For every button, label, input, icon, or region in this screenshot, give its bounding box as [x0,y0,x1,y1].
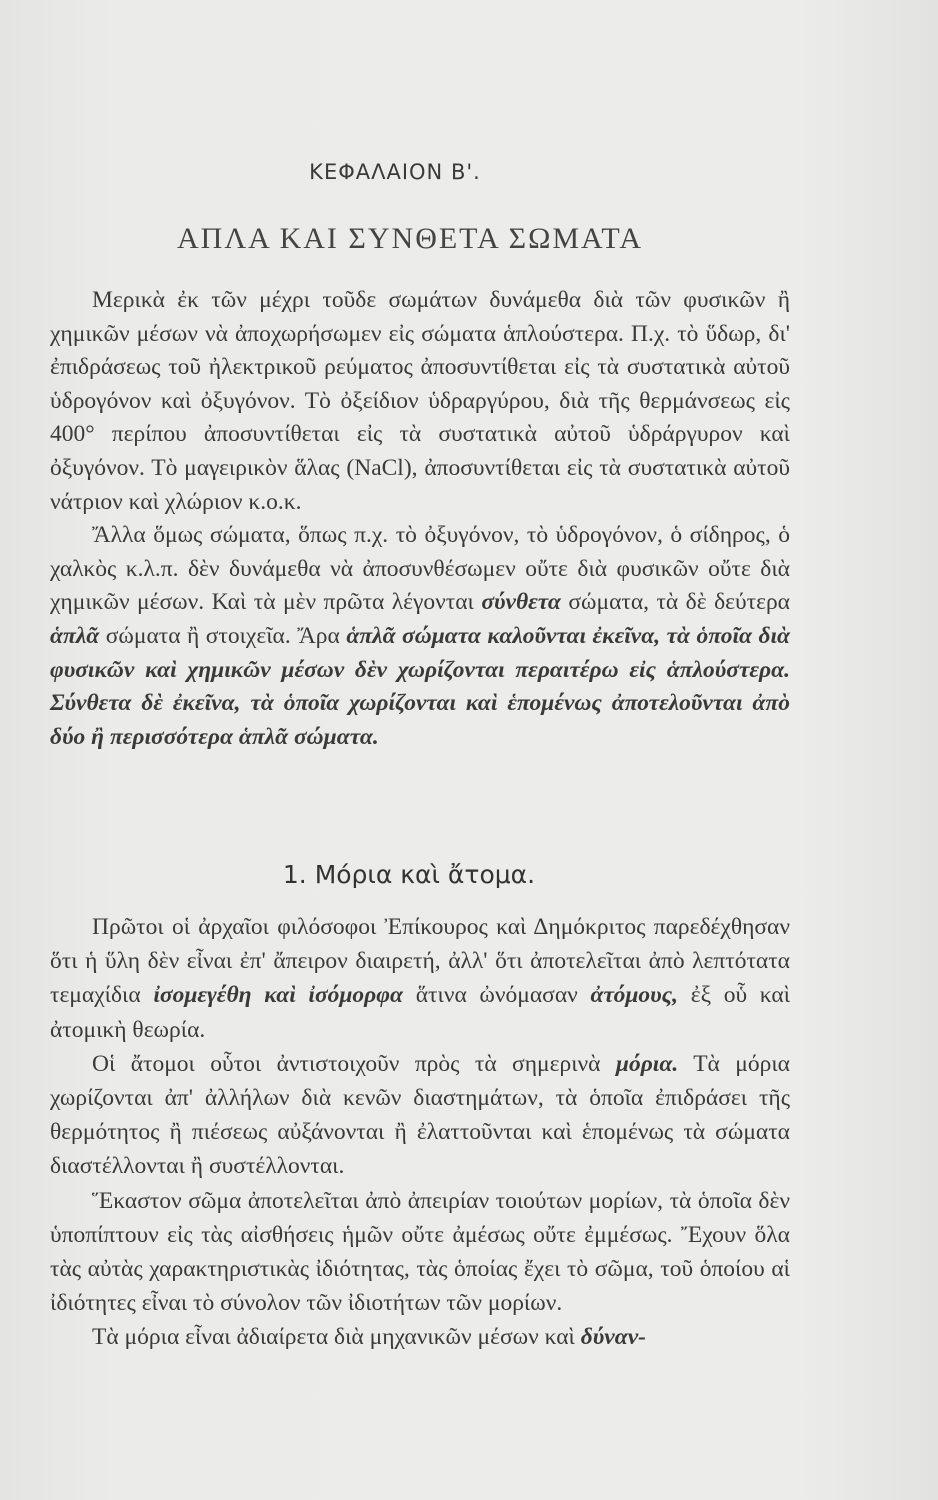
chapter-title: ΑΠΛΑ ΚΑΙ ΣΥΝΘΕΤΑ ΣΩΜΑΤΑ [176,222,643,255]
emphasis: ἰσομεγέθη καὶ ἰσόμορφα [153,982,404,1009]
paragraph-2 [50,519,790,754]
paragraph-3 [50,910,790,1047]
emphasis: δύναν- [580,1324,646,1351]
text-span: Ἄλλα ὅμως σώματα, ὅπως π.χ. τὸ ὀξυγόνον, τὸ ὑδρογόνον, ὁ σίδηρος, ὁ χαλκὸς κ.λ.π. δὲν δυνάμεθα νὰ ἀποσυνθέσωμεν οὔτε διὰ φυσικῶν οὔτε διὰ χημικῶν μέσων. Καὶ τὰ μὲν πρῶτα λέγονται [50,522,790,616]
text-span: Πρῶτοι οἱ ἀρχαῖοι φιλόσοφοι Ἐπίκουρος καὶ Δημόκριτος παρεδέχθησαν ὅτι ἡ ὕλη δὲν εἶναι ἐπ' ἄπειρον διαιρετή, ἀλλ' ὅτι ἀποτελεῖται ἀπὸ λεπτότατα τεμαχίδια [50,914,790,1009]
emphasis: ἀτόμους, [590,982,679,1009]
body-text-bottom [50,910,790,1355]
text-span: σώματα ἢ στοιχεῖα. Ἄρα [105,622,340,649]
section-heading: 1. Μόρια καὶ ἄτομα. [282,860,536,889]
paragraph-6 [50,1320,790,1354]
emphasis: σύνθετα [481,589,561,616]
body-text-top [50,284,790,754]
paragraph-1: Μερικὰ ἐκ τῶν μέχρι τοῦδε σωμάτων δυνάμεθα διὰ τῶν φυσικῶν ἢ χημικῶν μέσων νὰ ἀποχωρήσωμεν εἰς σώματα ἁπλούστερα. Π.χ. τὸ ὕδωρ, δι' ἐπιδράσεως τοῦ ἠλεκτρικοῦ ρεύματος ἀποσυντίθεται εἰς τὰ συστατικὰ αὐτοῦ ὑδρογόνον καὶ ὀξυγόνον. Τὸ ὀξείδιον ὑδραργύρου, διὰ τῆς θερμάνσεως εἰς 400° περίπου ἀποσυντίθεται εἰς τὰ συστατικὰ αὐτοῦ ὑδράργυρον καὶ ὀξυγόνον. Τὸ μαγειρικὸν ἅλας (NaCl), ἀποσυντίθεται εἰς τὰ συστατικὰ αὐτοῦ νάτριον καὶ χλώριον κ.ο.κ. [50,287,790,515]
text-span: Οἱ ἄτομοι οὗτοι ἀντιστοιχοῦν πρὸς τὰ σημερινὰ [92,1050,601,1077]
definition-emphasis: ἁπλᾶ σώματα καλοῦνται ἐκεῖνα, τὰ ὁποῖα διὰ φυσικῶν καὶ χημικῶν μέσων δὲν χωρίζονται περαιτέρω εἰς ἁπλούστερα. Σύνθετα δὲ ἐκεῖνα, τὰ ὁποῖα χωρίζονται καὶ ἑπομένως ἀποτελοῦνται ἀπὸ δύο ἢ περισσότερα ἁπλᾶ σώματα. [50,622,791,750]
text-span: Τὰ μόρια εἶναι ἀδιαίρετα διὰ μηχανικῶν μέσων καὶ [92,1324,575,1351]
paragraph-5: Ἕκαστον σῶμα ἀποτελεῖται ἀπὸ ἀπειρίαν τοιούτων μορίων, τὰ ὁποῖα δὲν ὑποπίπτουν εἰς τὰς αἰσθήσεις ἡμῶν οὔτε ἀμέσως οὔτε ἐμμέσως. Ἔχουν ὅλα τὰς αὐτὰς χαρακτηριστικὰς ἰδιότητας, τὰς ὁποίας ἔχει τὸ σῶμα, τοῦ ὁποίου αἱ ἰδιότητες εἶναι τὸ σύνολον τῶν ἰδιοτήτων τῶν μορίων. [50,1187,790,1317]
paragraph-4 [50,1047,790,1184]
text-span: Τὰ μόρια χωρίζονται ἀπ' ἀλλήλων διὰ κενῶν διαστημάτων, τὰ ὁποῖα ἐπιδράσει τῆς θερμότητος ἢ πιέσεως αὐξάνονται ἢ ἐλαττοῦνται καὶ ἑπομένως τὰ σώματα διαστέλλονται ἢ συστέλλονται. [50,1050,790,1180]
text-span: ἅτινα ὠνόμασαν [415,982,578,1009]
chapter-heading: ΚΕΦΑΛΑΙΟΝ Β'. [309,160,481,184]
text-span: ἐξ οὗ καὶ ἀτομικὴ θεωρία. [50,982,791,1043]
emphasis: μόρια. [615,1050,679,1077]
text-span: σώματα, τὰ δὲ δεύτερα [568,589,790,616]
emphasis: ἁπλᾶ [50,622,100,649]
